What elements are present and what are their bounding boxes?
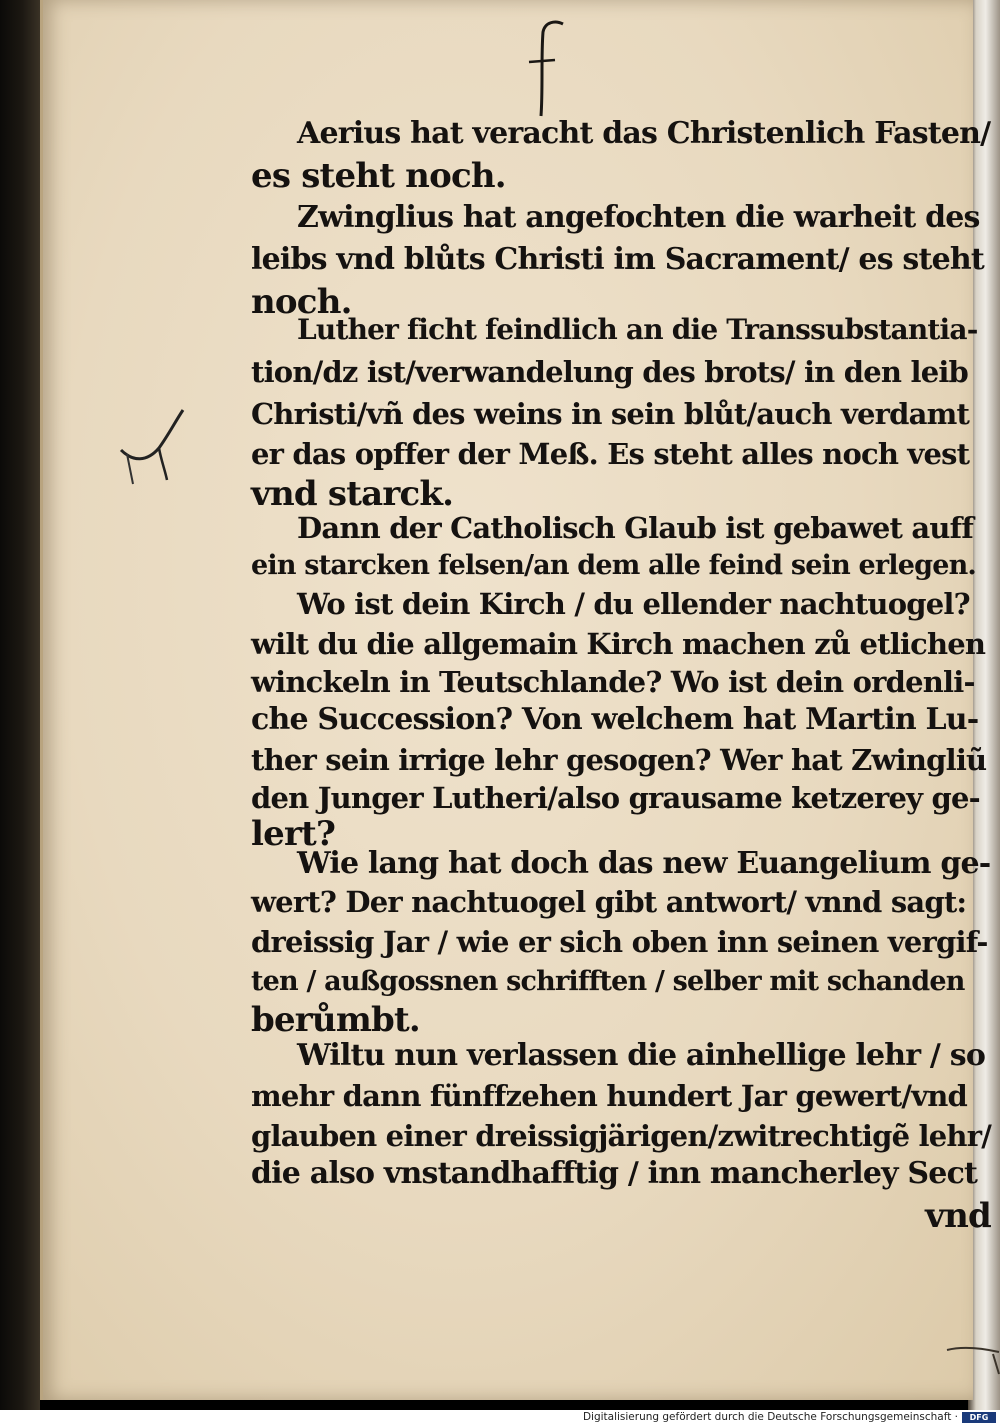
text-line-15: winckeln in Teutschlande? Wo ist dein ordenli-	[251, 665, 975, 699]
corner-handwritten-mark-icon	[943, 1340, 1000, 1380]
text-line-9: er das opffer der Meß. Es steht alles noch vest	[251, 437, 970, 471]
text-line-27: glauben einer dreissigjärigen/zwitrechtigẽ lehr/	[251, 1119, 991, 1153]
document-page	[40, 0, 991, 1400]
text-line-23: ten / außgossnen schrifften / selber mit schanden	[251, 966, 965, 997]
text-line-16: che Succession? Von welchem hat Martin Lu-	[251, 702, 979, 737]
text-line-19: lert?	[251, 814, 336, 854]
text-line-2: es steht noch.	[251, 156, 506, 196]
text-line-21: wert? Der nachtuogel gibt antwort/ vnnd sagt:	[251, 885, 967, 919]
text-line-18: den Junger Lutheri/also grausame ketzerey ge-	[251, 781, 980, 815]
folio-mark-icon	[503, 18, 573, 118]
footer-bar	[0, 1410, 1000, 1425]
scan-background-left	[0, 0, 40, 1425]
text-line-13: Wo ist dein Kirch / du ellender nachtuogel?	[297, 587, 970, 621]
text-line-7: tion/dz ist/verwandelung des brots/ in den leib	[251, 355, 969, 389]
text-line-11: Dann der Catholisch Glaub ist gebawet auff	[297, 511, 973, 545]
text-line-3: Zwinglius hat angefochten die warheit des	[297, 200, 980, 235]
text-line-5: noch.	[251, 282, 352, 322]
catchword: vnd	[925, 1196, 991, 1236]
text-line-20: Wie lang hat doch das new Euangelium ge-	[297, 846, 991, 881]
text-line-14: wilt du die allgemain Kirch machen zů etlichen	[251, 627, 986, 661]
text-line-26: mehr dann fünffzehen hundert Jar gewert/vnd	[251, 1079, 968, 1113]
text-line-10: vnd starck.	[251, 474, 454, 514]
text-line-24: berůmbt.	[251, 1000, 420, 1040]
text-line-6: Luther ficht feindlich an die Transsubstantia-	[297, 313, 978, 346]
handwritten-margin-mark-icon	[113, 400, 203, 500]
text-line-28: die also vnstandhafftig / inn mancherley Sect	[251, 1156, 978, 1191]
text-line-4: leibs vnd blůts Christi im Sacrament/ es steht	[251, 242, 984, 277]
footer-credit: Digitalisierung gefördert durch die Deutsche Forschungsgemeinschaft ·	[582, 1411, 958, 1423]
text-line-17: ther sein irrige lehr gesogen? Wer hat Zwingliũ	[251, 743, 987, 777]
text-line-25: Wiltu nun verlassen die ainhellige lehr / so	[297, 1038, 986, 1073]
text-line-22: dreissig Jar / wie er sich oben inn seinen vergif-	[251, 925, 988, 959]
text-line-12: ein starcken felsen/an dem alle feind sein erlegen.	[251, 550, 977, 581]
text-line-8: Christi/vñ des weins in sein blůt/auch verdamt	[251, 397, 970, 431]
text-line-1: Aerius hat veracht das Christenlich Fasten/	[297, 116, 991, 151]
dfg-logo: DFG	[962, 1412, 996, 1423]
